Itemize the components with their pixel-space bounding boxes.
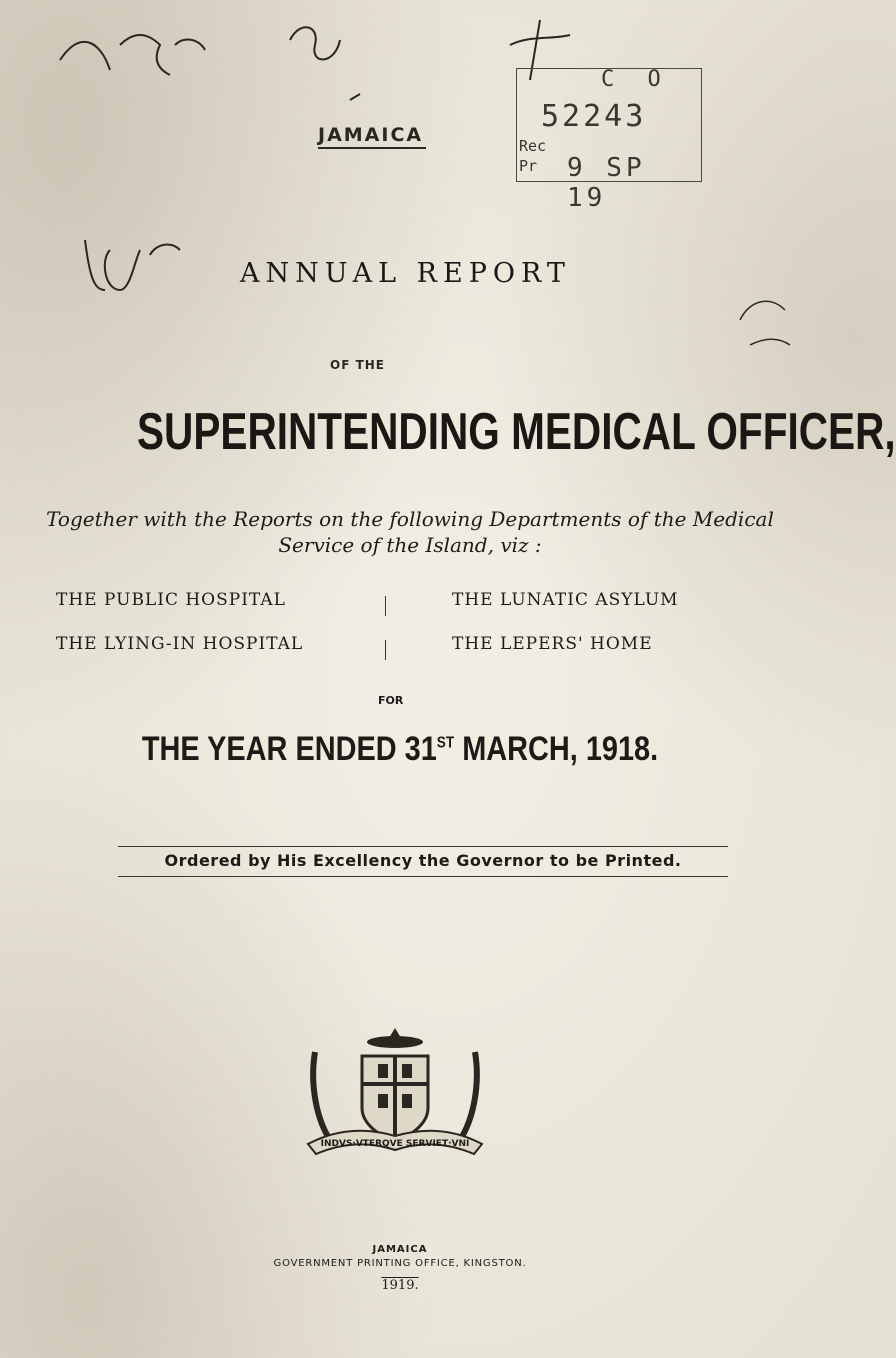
subtitle: Together with the Reports on the following Departments of the Medical Service of the Island, viz :: [46, 507, 774, 557]
department-item: THE LUNATIC ASYLUM: [452, 590, 679, 610]
place-heading: JAMAICA: [318, 124, 424, 146]
year-line: [111, 730, 689, 769]
printer-line: GOVERNMENT PRINTING OFFICE, KINGSTON.: [273, 1258, 527, 1269]
department-item: THE LEPERS' HOME: [452, 634, 653, 654]
stamp-number: 52243: [541, 99, 647, 134]
stamp-pr: Pr: [519, 157, 538, 175]
annual-report-title: ANNUAL REPORT: [240, 258, 571, 289]
ordered-statement: Ordered by His Excellency the Governor to be Printed.: [164, 851, 682, 870]
year-suffix: ST: [436, 734, 455, 752]
for-label: FOR: [378, 694, 404, 707]
stamp-line-1: C O: [601, 67, 671, 92]
department-item: THE PUBLIC HOSPITAL: [56, 590, 286, 610]
of-the-label: OF THE: [330, 358, 386, 372]
divider-rule: [118, 846, 728, 847]
publication-year: 1919.: [381, 1278, 419, 1293]
main-title: SUPERINTENDING MEDICAL OFFICER,: [137, 403, 896, 461]
department-divider: [385, 596, 386, 616]
stamp-rec: Rec: [519, 137, 547, 155]
footer-place: JAMAICA: [372, 1244, 428, 1255]
year-rest: MARCH, 1918.: [454, 730, 659, 768]
place-underline: [318, 147, 426, 149]
coat-of-arms-icon: [300, 1022, 490, 1162]
stamp-date: 9 SP 19: [567, 153, 646, 213]
crest-motto: INDVS·VTERQVE SERVIET·VNI: [320, 1139, 470, 1149]
department-divider: [385, 640, 386, 660]
received-stamp: [516, 67, 702, 213]
department-item: THE LYING-IN HOSPITAL: [56, 634, 304, 654]
year-prefix: THE YEAR ENDED 31: [141, 730, 437, 768]
divider-rule: [118, 876, 728, 877]
